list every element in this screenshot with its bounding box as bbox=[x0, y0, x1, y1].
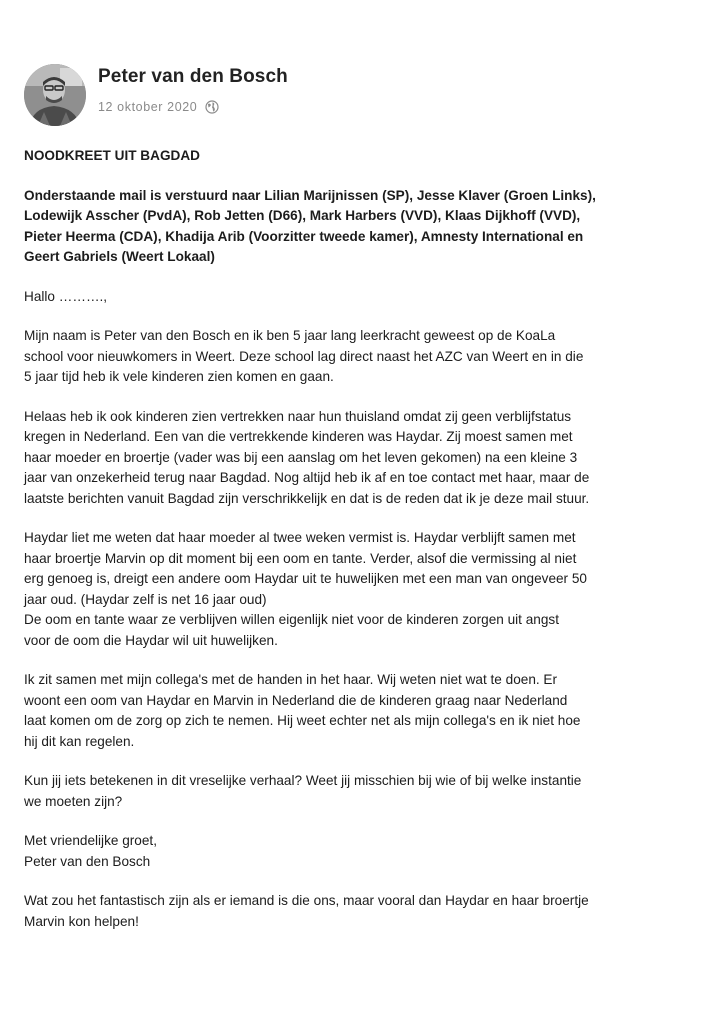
globe-icon[interactable] bbox=[205, 100, 219, 114]
user-photo-avatar-icon bbox=[24, 64, 86, 126]
post-closing: Met vriendelijke groet, Peter van den Bosch bbox=[24, 833, 157, 869]
post-title: NOODKREET UIT BAGDAD bbox=[24, 148, 200, 163]
post-postscript: Wat zou het fantastisch zijn als er iemand is die ons, maar vooral dan Haydar en haar broertje Marvin kon helpen! bbox=[24, 893, 589, 929]
post-body bbox=[24, 146, 696, 932]
post-date[interactable]: 12 oktober 2020 bbox=[98, 100, 198, 114]
post-recipients: Onderstaande mail is verstuurd naar Lilian Marijnissen (SP), Jesse Klaver (Groen Links), Lodewijk Asscher (PvdA), Rob Jetten (D66), Mark Harbers (VVD), Klaas Dijkhoff (VVD), Pieter Heerma (CDA), Khadija Arib (Voorzitter tweede kamer), Amnesty International en Geert Gabriels (Weert Lokaal) bbox=[24, 187, 596, 264]
post-paragraph-1: Mijn naam is Peter van den Bosch en ik ben 5 jaar lang leerkracht geweest op de KoaLa school voor nieuwkomers in Weert. Deze school lag direct naast het AZC van Weert en in die 5 jaar tijd heb ik vele kinderen zien komen en gaan. bbox=[24, 328, 584, 384]
post-header bbox=[24, 64, 684, 128]
author-name[interactable]: Peter van den Bosch bbox=[98, 66, 288, 87]
post-meta bbox=[98, 98, 219, 116]
post-paragraph-5: Kun jij iets betekenen in dit vreselijke verhaal? Weet jij misschien bij wie of bij welke instantie we moeten zijn? bbox=[24, 773, 582, 809]
post-greeting: Hallo ………., bbox=[24, 288, 108, 304]
post-paragraph-3: Haydar liet me weten dat haar moeder al twee weken vermist is. Haydar verblijft samen met haar broertje Marvin op dit moment bij een oom en tante. Verder, alsof die vermissing al niet erg genoeg is, dreigt een andere oom Haydar uit te huwelijken met een man van ongeveer 50 jaar oud. (Haydar zelf is net 16 jaar oud) De oom en tante waar ze verblijven willen eigenlijk niet voor de kinderen zorgen uit angst voor de oom die Haydar wil uit huwelijken. bbox=[24, 530, 587, 648]
post-paragraph-4: Ik zit samen met mijn collega's met de handen in het haar. Wij weten niet wat te doen. Er woont een oom van Haydar en Marvin in Nederland die de kinderen graag naar Nederland laat komen om de zorg op zich te nemen. Hij weet echter net als mijn collega's en ik niet hoe hij dit kan regelen. bbox=[24, 672, 581, 749]
avatar[interactable] bbox=[24, 64, 86, 126]
post-paragraph-2: Helaas heb ik ook kinderen zien vertrekken naar hun thuisland omdat zij geen verblijfstatus kregen in Nederland. Een van die vertrekkende kinderen was Haydar. Zij moest samen met haar moeder en broertje (vader was bij een aanslag om het leven gekomen) na een kleine 3 jaar van onzekerheid terug naar Bagdad. Nog altijd heb ik af en toe contact met haar, maar de laatste berichten vanuit Bagdad zijn verschrikkelijk en dat is de reden dat ik je deze mail stuur. bbox=[24, 408, 590, 506]
